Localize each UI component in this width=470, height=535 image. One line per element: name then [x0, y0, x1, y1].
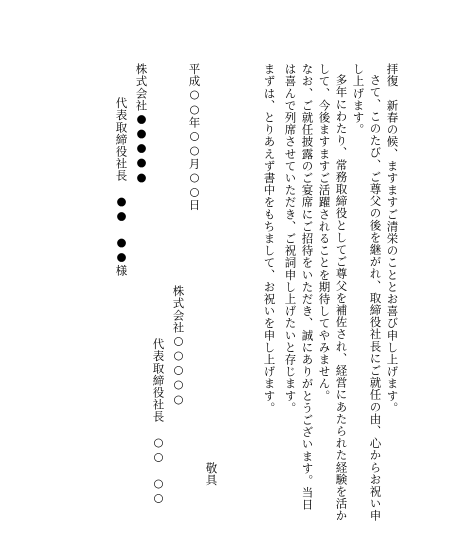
body-line-7: は喜んで列席させていただき、ご祝詞申し上げたいと存じます。	[283, 63, 298, 414]
body-line-2: さて、このたび、ご尊父の後を継がれ、取締役社長にご就任の由、心からお祝い申	[368, 74, 383, 522]
body-line-3: し上げます。	[351, 63, 366, 136]
sender-title-name: 代表取締役社長 ○○ ○○	[151, 338, 166, 506]
body-line-4: 多年にわたり、常務取締役としてご尊父を補佐され、経営にあたられた経験を活か	[334, 74, 349, 522]
closing-keigu: 敬具	[204, 462, 219, 487]
body-line-5: して、今後ますますご活躍されることを期待してやみません。	[317, 63, 332, 402]
recipient-company: 株式会社●●●●●	[134, 63, 149, 185]
body-line-6: なお、ご就任披露のご宴席にご招待をいただき、誠にありがとうございます。当日	[300, 63, 315, 511]
body-line-1: 拝復 新春の候、ますますご清栄のこととお喜び申し上げます。	[385, 63, 400, 414]
recipient-title-name: 代表取締役社長 ●● ●●様	[114, 97, 129, 277]
body-line-8: まずは、とりあえず書中をもちまして、お祝いを申し上げます。	[262, 63, 277, 414]
sender-company: 株式会社○○○○○	[171, 285, 186, 407]
letter-date: 平成○○年○○月○○日	[187, 63, 202, 212]
